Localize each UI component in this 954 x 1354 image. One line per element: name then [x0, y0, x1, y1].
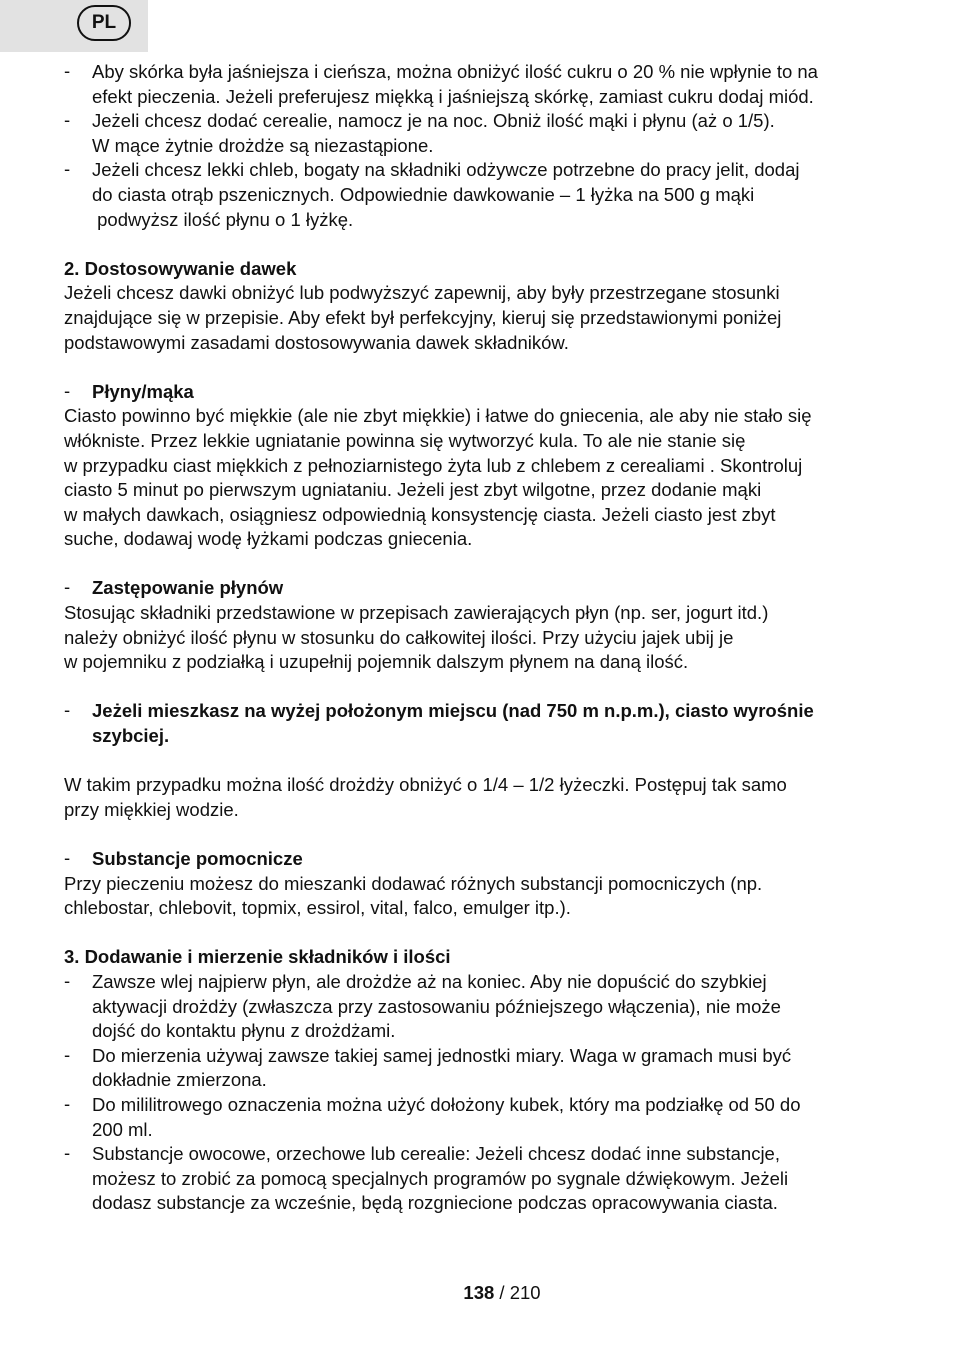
paragraph-line: ciasto 5 minut po pierwszym ugniataniu. Jeżeli jest zbyt wilgotne, przez dodanie mąki: [64, 479, 762, 501]
paragraph-line: podstawowymi zasadami dostosowywania dawek składników.: [64, 331, 569, 353]
subsection-title-text: Jeżeli mieszkasz na wyżej położonym miejscu (nad 750 m n.p.m.), ciasto wyrośnie: [92, 700, 814, 722]
subsection-title: [64, 847, 904, 872]
bullet-line: W mące żytnie drożdże są niezastąpione.: [92, 134, 434, 156]
bullet-line: dodasz substancje za wcześnie, będą rozgniecione podczas opracowywania ciasta.: [92, 1192, 778, 1214]
subsection-title-text: Zastępowanie płynów: [92, 577, 284, 599]
bullet-dash: -: [64, 60, 71, 81]
bullet-dash: -: [64, 109, 71, 131]
paragraph-line: Ciasto powinno być miękkie (ale nie zbyt miękkie) i łatwe do gniecenia, ale aby nie stało się: [64, 405, 812, 427]
language-badge: PL: [77, 5, 131, 41]
paragraph-line: przy miękkiej wodzie.: [64, 798, 239, 820]
paragraph-line: włókniste. Przez lekkie ugniatanie powinna się wytworzyć kula. To ale nie stanie się: [64, 429, 746, 451]
bullet-line: Aby skórka była jaśniejsza i cieńsza, można obniżyć ilość cukru o 20 % nie wpłynie to na: [92, 61, 818, 82]
page-content: [64, 60, 904, 1216]
bullet-line: efekt pieczenia. Jeżeli preferujesz miękką i jaśniejszą skórkę, zamiast cukru dodaj miód.: [92, 85, 814, 107]
current-page: 138: [463, 1282, 495, 1303]
language-tab: [0, 0, 148, 52]
subsection-title-text: Substancje pomocnicze: [92, 848, 303, 869]
bullet-line: Do mierzenia używaj zawsze takiej samej jednostki miary. Waga w gramach musi być: [92, 1044, 792, 1066]
bullet-line: 200 ml.: [92, 1118, 153, 1140]
section-heading: 3. Dodawanie i mierzenie składników i ilości: [64, 946, 451, 968]
bullet-line: aktywacji drożdży (zwłaszcza przy zastosowaniu późniejszego włączenia), nie może: [92, 995, 781, 1017]
subsection-title: [64, 576, 904, 601]
subsection-title: [64, 380, 904, 405]
bullet-dash: -: [64, 847, 71, 868]
paragraph-line: Stosując składniki przedstawione w przepisach zawierających płyn (np. ser, jogurt itd.): [64, 602, 769, 624]
bullet-line: Zawsze wlej najpierw płyn, ale drożdże aż na koniec. Aby nie dopuścić do szybkiej: [92, 970, 767, 992]
list-item: [64, 158, 904, 232]
list-item: [64, 1142, 904, 1216]
paragraph-line: należy obniżyć ilość płynu w stosunku do całkowitej ilości. Przy użyciu jajek ubij je: [64, 626, 734, 648]
bullet-line: dokładnie zmierzona.: [92, 1069, 267, 1091]
list-item: [64, 1093, 904, 1142]
bullet-line: Do mililitrowego oznaczenia można użyć dołożony kubek, który ma podziałkę od 50 do: [92, 1093, 801, 1115]
subsection-title-text: szybciej.: [92, 725, 170, 747]
bullet-line: do ciasta otrąb pszenicznych. Odpowiednie dawkowanie – 1 łyżka na 500 g mąki: [92, 183, 755, 205]
paragraph-line: suche, dodawaj wodę łyżkami podczas gniecenia.: [64, 528, 473, 550]
total-pages: 210: [509, 1282, 541, 1303]
section-heading: 2. Dostosowywanie dawek: [64, 257, 297, 279]
bullet-dash: -: [64, 969, 71, 991]
bullet-dash: -: [64, 158, 71, 180]
bullet-line: Jeżeli chcesz dodać cerealie, namocz je na noc. Obniż ilość mąki i płynu (aż o 1/5).: [92, 110, 775, 132]
bullet-line: Substancje owocowe, orzechowe lub cerealie: Jeżeli chcesz dodać inne substancje,: [92, 1143, 780, 1165]
bullet-dash: -: [64, 379, 71, 401]
list-item: [64, 1044, 904, 1093]
section3-bullet-list: [64, 970, 904, 1216]
page-separator: /: [494, 1282, 510, 1303]
subsection-title: [64, 699, 904, 748]
bullet-line: podwyższ ilość płynu o 1 łyżkę.: [92, 208, 354, 230]
paragraph-line: W takim przypadku można ilość drożdży obniżyć o 1/4 – 1/2 łyżeczki. Postępuj tak samo: [64, 774, 787, 796]
paragraph-line: w małych dawkach, osiągniesz odpowiednią konsystencję ciasta. Jeżeli ciasto jest zbyt: [64, 503, 776, 525]
paragraph-line: w przypadku ciast miękkich z pełnoziarnistego żyta lub z chlebem z cerealiami . Skontroluj: [64, 454, 803, 476]
bullet-line: Jeżeli chcesz lekki chleb, bogaty na składniki odżywcze potrzebne do pracy jelit, dodaj: [92, 159, 800, 181]
list-item: [64, 60, 904, 109]
intro-bullet-list: [64, 60, 904, 232]
paragraph-line: w pojemniku z podziałką i uzupełnij pojemnik dalszym płynem na daną ilość.: [64, 651, 689, 673]
paragraph-line: Jeżeli chcesz dawki obniżyć lub podwyższyć zapewnij, aby były przestrzegane stosunki: [64, 282, 780, 304]
bullet-dash: -: [64, 1142, 71, 1164]
paragraph-line: chlebostar, chlebovit, topmix, essirol, vital, falco, emulger itp.).: [64, 897, 571, 919]
bullet-dash: -: [64, 699, 71, 721]
bullet-dash: -: [64, 1092, 71, 1114]
bullet-dash: -: [64, 576, 71, 598]
paragraph-line: znajdujące się w przepisie. Aby efekt był perfekcyjny, kieruj się przedstawionymi poniżej: [64, 306, 782, 328]
list-item: [64, 109, 904, 158]
bullet-line: możesz to zrobić za pomocą specjalnych programów po sygnale dźwiękowym. Jeżeli: [92, 1167, 789, 1189]
paragraph-line: Przy pieczeniu możesz do mieszanki dodawać różnych substancji pomocniczych (np.: [64, 872, 763, 894]
subsection-title-text: Płyny/mąka: [92, 380, 194, 402]
bullet-line: dojść do kontaktu płynu z drożdżami.: [92, 1020, 396, 1042]
page-number: [0, 1282, 954, 1304]
bullet-dash: -: [64, 1043, 71, 1065]
list-item: [64, 970, 904, 1044]
